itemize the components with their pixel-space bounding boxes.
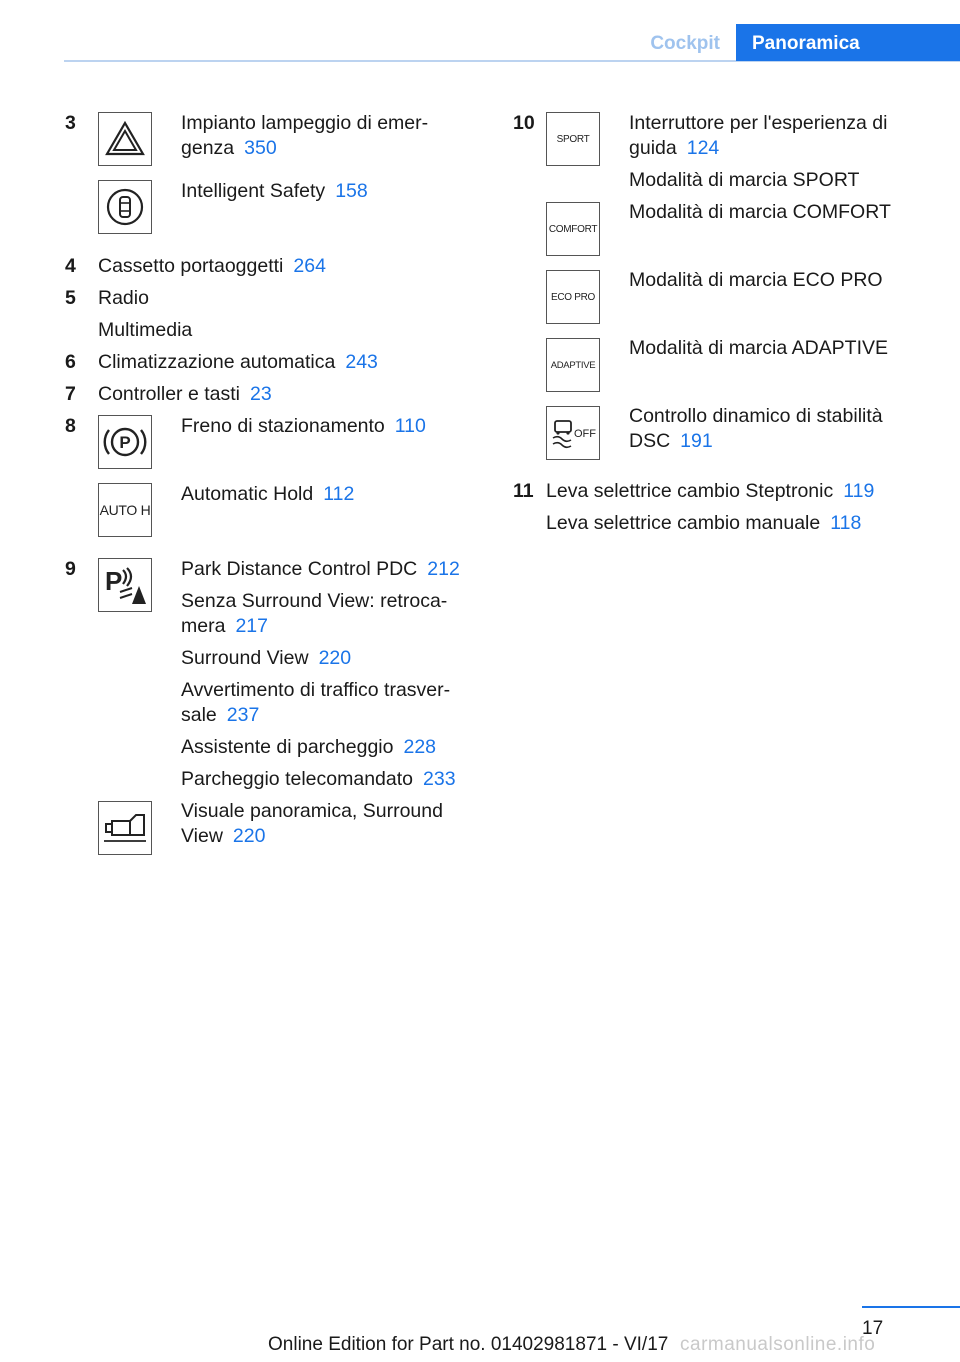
item-number: 11 — [513, 480, 534, 502]
entry-text: Senza Surround View: retroca- mera 217 — [181, 590, 448, 637]
page-link[interactable]: 124 — [686, 137, 720, 159]
item-number: 5 — [65, 287, 76, 309]
entry-text: Park Distance Control PDC 212 — [181, 558, 460, 580]
entry-text: Leva selettrice cambio Steptronic 119 — [546, 480, 875, 502]
hazard-warning-icon — [98, 112, 152, 166]
entry-text: Controller e tasti 23 — [98, 383, 272, 405]
parking-brake-icon — [98, 415, 152, 469]
entry-text: Impianto lampeggio di emer- genza 350 — [181, 112, 429, 159]
entry-text: Multimedia — [98, 319, 193, 341]
entry-text: Assistente di parcheggio 228 — [181, 736, 437, 758]
entry-text: Visuale panoramica, Surround View 220 — [181, 800, 443, 847]
item-number: 8 — [65, 415, 76, 437]
header-tab[interactable] — [736, 24, 960, 61]
item-number: 3 — [65, 112, 76, 134]
page-link[interactable]: 158 — [335, 180, 368, 202]
entry-text: Controllo dinamico di stabilità DSC 191 — [629, 405, 883, 452]
page-link[interactable]: 237 — [226, 704, 260, 726]
park-distance-control-icon — [98, 558, 152, 612]
entry-text: Avvertimento di traffico trasver- sale 237 — [181, 679, 451, 726]
eco-pro-mode-icon: ECO PRO — [546, 270, 600, 324]
page-link[interactable]: 212 — [427, 558, 460, 580]
page-link[interactable]: 233 — [423, 768, 456, 790]
page-link[interactable]: 23 — [249, 383, 272, 405]
page-link[interactable]: 350 — [244, 137, 277, 159]
entry-text: Climatizzazione automatica 243 — [98, 351, 378, 373]
page-link[interactable]: 191 — [680, 430, 713, 452]
entry-text: Modalità di marcia COMFORT — [629, 201, 891, 223]
entry-text: Intelligent Safety 158 — [181, 180, 368, 202]
header-section[interactable]: Cockpit — [650, 33, 720, 54]
header-tab-label: Panoramica — [752, 33, 860, 54]
page-link[interactable]: 119 — [843, 480, 875, 502]
page-link[interactable]: 110 — [394, 415, 426, 437]
entry-text: Modalità di marcia ECO PRO — [629, 269, 883, 291]
auto-hold-icon: AUTO H — [98, 483, 152, 537]
svg-text:P: P — [119, 433, 131, 452]
page-link[interactable]: 243 — [345, 351, 378, 373]
page-link[interactable]: 217 — [235, 615, 268, 637]
entry-text: Parcheggio telecomandato 233 — [181, 768, 456, 790]
page-link[interactable]: 118 — [830, 512, 862, 534]
item-number: 7 — [65, 383, 76, 405]
intelligent-safety-icon — [98, 180, 152, 234]
page-link[interactable]: 228 — [403, 736, 437, 758]
adaptive-mode-icon: ADAPTIVE — [546, 338, 600, 392]
entry-text: Leva selettrice cambio manuale 118 — [546, 512, 862, 534]
entry-text: Interruttore per l'esperienza di guida 124 — [629, 112, 888, 159]
page-number: 17 — [862, 1318, 884, 1339]
entry-text: Modalità di marcia SPORT — [629, 169, 860, 191]
item-number: 10 — [513, 112, 535, 134]
edition-note: Online Edition for Part no. 01402981871 - VI/17 — [268, 1334, 669, 1355]
entry-text: Freno di stazionamento 110 — [181, 415, 426, 437]
page-link[interactable]: 220 — [232, 825, 266, 847]
entry-text: Surround View 220 — [181, 647, 352, 669]
entry-text: Cassetto portaoggetti 264 — [98, 255, 326, 277]
dsc-off-label: OFF — [574, 428, 596, 440]
item-number: 4 — [65, 255, 76, 277]
page-link[interactable]: 220 — [318, 647, 352, 669]
svg-text:P: P — [105, 566, 123, 596]
sport-mode-icon: SPORT — [546, 112, 600, 166]
page-link[interactable]: 264 — [293, 255, 326, 277]
surround-view-icon — [98, 801, 152, 855]
comfort-mode-icon: COMFORT — [546, 202, 600, 256]
page-link[interactable]: 112 — [323, 483, 355, 505]
item-number: 6 — [65, 351, 76, 373]
watermark: carmanualsonline.info — [680, 1334, 876, 1355]
dsc-off-icon — [546, 406, 600, 460]
footer-rule — [862, 1306, 960, 1308]
entry-text: Automatic Hold 112 — [181, 483, 355, 505]
item-number: 9 — [65, 558, 76, 580]
entry-text: Modalità di marcia ADAPTIVE — [629, 337, 889, 359]
entry-text: Radio — [98, 287, 149, 309]
